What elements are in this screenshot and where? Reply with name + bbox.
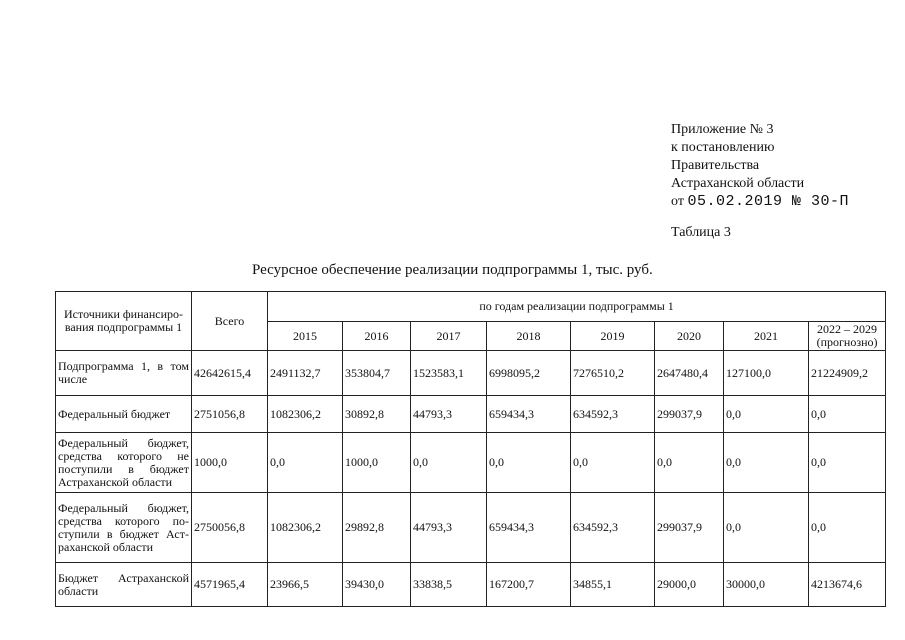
row-value: 0,0	[809, 396, 886, 433]
row-value: 39430,0	[343, 563, 411, 607]
year-header: 2019	[571, 322, 655, 351]
year-header: 2017	[411, 322, 487, 351]
table-row	[56, 493, 886, 563]
row-value: 34855,1	[571, 563, 655, 607]
row-value: 2491132,7	[268, 351, 343, 396]
row-total: 2751056,8	[192, 396, 268, 433]
header-years: по годам реализации подпрограммы 1	[268, 292, 886, 322]
document-title: Ресурсное обеспечение реализации подпрограммы 1, тыс. руб.	[252, 262, 653, 278]
row-value: 127100,0	[724, 351, 809, 396]
row-value: 167200,7	[487, 563, 571, 607]
year-header: 2018	[487, 322, 571, 351]
row-value: 0,0	[655, 433, 724, 493]
row-value: 353804,7	[343, 351, 411, 396]
row-value: 7276510,2	[571, 351, 655, 396]
table-label: Таблица 3	[671, 225, 731, 240]
row-total: 1000,0	[192, 433, 268, 493]
row-source: Федеральный бюджет	[56, 396, 192, 433]
row-value: 4213674,6	[809, 563, 886, 607]
row-total: 2750056,8	[192, 493, 268, 563]
row-value: 0,0	[724, 396, 809, 433]
row-source: Бюджет Астраханской области	[56, 563, 192, 607]
appendix-block	[671, 121, 849, 211]
row-value: 634592,3	[571, 396, 655, 433]
year-header: 2020	[655, 322, 724, 351]
row-value: 44793,3	[411, 493, 487, 563]
row-value: 0,0	[809, 493, 886, 563]
row-value: 0,0	[724, 493, 809, 563]
row-value: 0,0	[487, 433, 571, 493]
row-value: 0,0	[411, 433, 487, 493]
row-source: Федеральный бюджет, средства которого по-ступили в бюджет Аст-раханской области	[56, 493, 192, 563]
row-value: 1000,0	[343, 433, 411, 493]
row-value: 29000,0	[655, 563, 724, 607]
table-row	[56, 433, 886, 493]
year-range: 2022 – 2029	[817, 322, 878, 336]
row-value: 44793,3	[411, 396, 487, 433]
year-header: 2016	[343, 322, 411, 351]
appendix-line: Правительства	[671, 158, 760, 173]
row-value: 659434,3	[487, 396, 571, 433]
row-value: 0,0	[571, 433, 655, 493]
row-value: 33838,5	[411, 563, 487, 607]
row-value: 1523583,1	[411, 351, 487, 396]
row-value: 1082306,2	[268, 493, 343, 563]
row-value: 0,0	[268, 433, 343, 493]
financing-table	[55, 291, 886, 607]
row-value: 659434,3	[487, 493, 571, 563]
row-value: 6998095,2	[487, 351, 571, 396]
table-row	[56, 563, 886, 607]
date-stamp: 05.02.2019 № 30-П	[687, 193, 849, 210]
appendix-line: Приложение № 3	[671, 122, 774, 137]
appendix-line: Астраханской области	[671, 176, 805, 191]
date-prefix: от	[671, 194, 684, 209]
header-total: Всего	[192, 292, 268, 351]
row-total: 4571965,4	[192, 563, 268, 607]
forecast-note: (прогнозно)	[816, 335, 878, 349]
row-value: 299037,9	[655, 396, 724, 433]
row-source: Федеральный бюджет, средства которого не поступили в бюджет Астраханской области	[56, 433, 192, 493]
row-value: 2647480,4	[655, 351, 724, 396]
appendix-date-line	[671, 193, 849, 211]
row-value: 30892,8	[343, 396, 411, 433]
year-header: 2021	[724, 322, 809, 351]
row-value: 21224909,2	[809, 351, 886, 396]
row-value: 634592,3	[571, 493, 655, 563]
row-value: 299037,9	[655, 493, 724, 563]
table-row	[56, 351, 886, 396]
row-value: 1082306,2	[268, 396, 343, 433]
year-header: 2015	[268, 322, 343, 351]
year-header-forecast	[809, 322, 886, 351]
table-row	[56, 396, 886, 433]
appendix-line: к постановлению	[671, 140, 775, 155]
row-value: 0,0	[724, 433, 809, 493]
row-value: 29892,8	[343, 493, 411, 563]
row-source: Подпрограмма 1, в том числе	[56, 351, 192, 396]
row-total: 42642615,4	[192, 351, 268, 396]
row-value: 23966,5	[268, 563, 343, 607]
row-value: 30000,0	[724, 563, 809, 607]
row-value: 0,0	[809, 433, 886, 493]
header-source: Источники финансиро-вания подпрограммы 1	[56, 292, 192, 351]
